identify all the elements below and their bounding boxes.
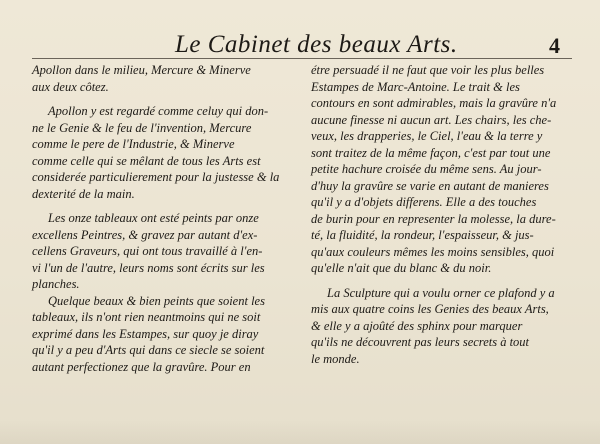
text-line: petite hachure croisée du même sens. Au jour-: [311, 162, 542, 176]
page-number: 4: [549, 33, 560, 58]
text-line: aucune finesse ni aucun art. Les chairs, les che-: [311, 112, 552, 127]
text-line: cellens Graveurs, qui ont tous travaillé à l'en-: [32, 244, 263, 258]
text-line: qu'il y a peu d'Arts qui dans ce siecle se soient: [32, 343, 265, 357]
text-line: qu'il y a d'objets differens. Elle a des touches: [311, 195, 537, 209]
text-line: qu'aux couleurs mêmes les moins sensibles, quoi: [311, 244, 555, 259]
text-line: le monde.: [311, 351, 360, 366]
text-line: comme le pere de l'Industrie, & Minerve: [32, 137, 235, 151]
text-line: vi l'un de l'autre, leurs noms sont écrits sur les: [32, 260, 265, 275]
text-line: Apollon dans le milieu, Mercure & Minerve: [32, 63, 251, 77]
text-line: d'huy la gravûre se varie en autant de manieres: [311, 178, 549, 193]
text-line: ne le Genie & le feu de l'invention, Mercure: [32, 120, 252, 135]
page-bottom-shadow: [0, 420, 600, 444]
paragraph-gap: [32, 95, 290, 103]
text-line: tableaux, ils n'ont rien neantmoins qui ne soit: [32, 310, 261, 324]
text-line: étre persuadé il ne faut que voir les plus belles: [311, 63, 545, 77]
text-line: mis aux quatre coins les Genies des beaux Arts,: [311, 302, 549, 316]
text-line: excellens Peintres, & gravez par autant d'ex-: [32, 227, 258, 242]
text-line: de burin pour en representer la molesse, la dure-: [311, 211, 556, 226]
text-line: comme celle qui se mêlant de tous les Arts est: [32, 153, 261, 168]
running-title: Le Cabinet des beaux Arts.: [175, 31, 458, 58]
text-line: qu'ils ne découvrent pas leurs secrets à tout: [311, 335, 530, 349]
text-line: Quelque beaux & bien peints que soient les: [48, 293, 265, 308]
text-line: qu'elle n'ait que du blanc & du noir.: [311, 261, 492, 275]
header-rule: [32, 58, 572, 59]
paragraph-gap: [311, 277, 576, 285]
text-line: veux, les drapperies, le Ciel, l'eau & la terre y: [311, 129, 543, 143]
text-line: exprimé dans les Estampes, sur quoy je diray: [32, 326, 259, 341]
right-text-column: [311, 62, 576, 367]
text-line: considerée particulierement pour la justesse & la: [32, 170, 280, 184]
text-line: planches.: [32, 277, 80, 291]
text-line: sont traitez de la même façon, c'est par tout une: [311, 145, 551, 160]
text-line: Estampes de Marc-Antoine. Le trait & les: [311, 79, 520, 94]
text-line: aux deux côtez.: [32, 79, 109, 94]
text-line: La Sculpture qui a voulu orner ce plafond y a: [327, 285, 555, 300]
text-line: Les onze tableaux ont esté peints par onze: [48, 211, 259, 225]
text-line: Apollon y est regardé comme celuy qui don-: [48, 104, 269, 118]
text-line: contours en sont admirables, mais la gravûre n'a: [311, 96, 557, 110]
text-line: té, la fluidité, la rondeur, l'espaisseur, & jus-: [311, 228, 534, 242]
text-line: autant perfectionez que la gravûre. Pour en: [32, 359, 251, 374]
page-header: [0, 30, 600, 60]
paragraph-gap: [32, 202, 290, 210]
text-line: dexterité de la main.: [32, 186, 135, 201]
left-text-column: [32, 62, 290, 375]
text-line: & elle y a ajoûté des sphinx pour marquer: [311, 318, 523, 333]
